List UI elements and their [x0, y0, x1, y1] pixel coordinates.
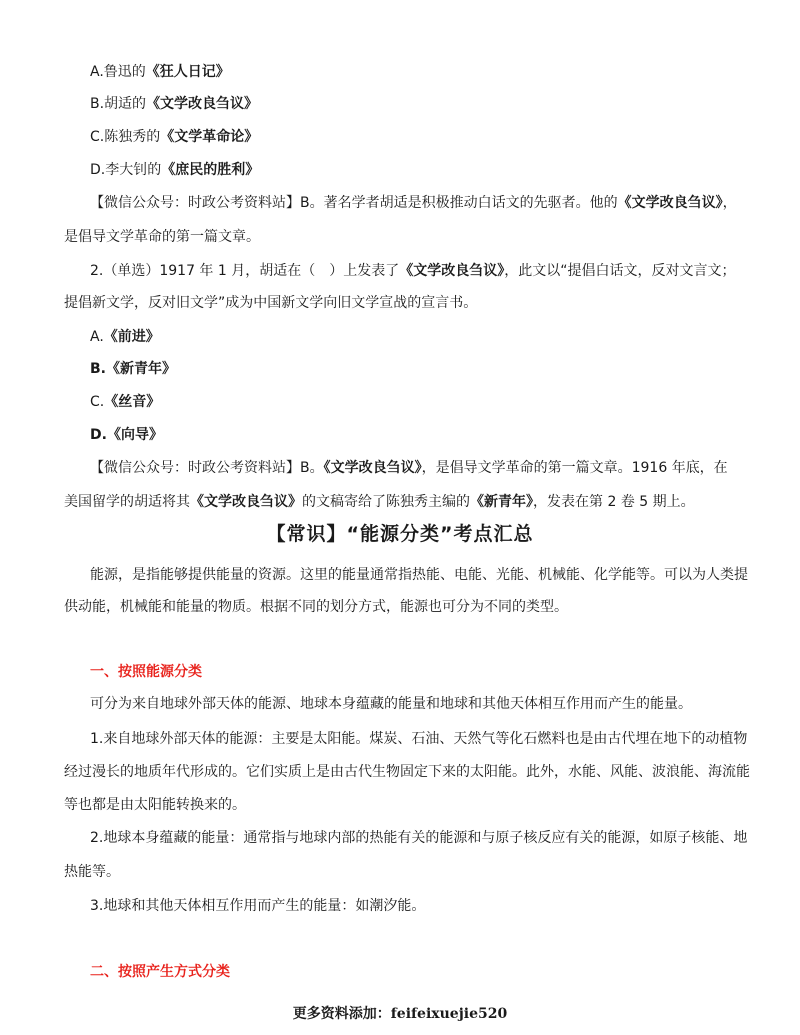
intro-line2: 供动能，机械能和能量的物质。根据不同的划分方式，能源也可分为不同的类型。 — [64, 599, 568, 615]
q1-option-c: C.陈独秀的《文学革命论》 — [90, 129, 259, 145]
section-1-heading: 一、按照能源分类 — [90, 664, 202, 680]
q2-stem-line2: 提倡新文学，反对旧文学”成为中国新文学向旧文学宣战的宣言书。 — [64, 295, 478, 311]
section-1-p2-line1: 2.地球本身蕴藏的能量：通常指与地球内部的热能有关的能源和与原子核反应有关的能源，如原子核能、地 — [90, 830, 748, 846]
section-2-heading: 二、按照产生方式分类 — [90, 964, 230, 980]
q2-answer-line2: 美国留学的胡适将其《文学改良刍议》的文稿寄给了陈独秀主编的《新青年》，发表在第 2 卷 5 期上。 — [64, 494, 695, 510]
q2-option-d: D.《向导》 — [90, 427, 163, 443]
section-1-p3: 3.地球和其他天体相互作用而产生的能量：如潮汐能。 — [90, 898, 426, 914]
section-title: 【常识】“能源分类”考点汇总 — [266, 523, 534, 545]
q1-answer: 【微信公众号：时政公考资料站】B。著名学者胡适是积极推动白话文的先驱者。他的《文学改良刍议》， — [90, 195, 737, 211]
q1-answer-line2: 是倡导文学革命的第一篇文章。 — [64, 229, 260, 245]
section-1-lead: 可分为来自地球外部天体的能源、地球本身蕴藏的能量和地球和其他天体相互作用而产生的能量。 — [90, 696, 692, 712]
q2-stem: 2.（单选）1917 年 1 月，胡适在（ ）上发表了《文学改良刍议》，此文以“提倡白话文，反对文言文； — [90, 263, 736, 279]
section-1-p2-line2: 热能等。 — [64, 864, 120, 880]
q2-option-a: A.《前进》 — [90, 329, 160, 345]
section-1-p1-line3: 等也都是由太阳能转换来的。 — [64, 797, 246, 813]
q1-option-b: B.胡适的《文学改良刍议》 — [90, 96, 259, 112]
q2-option-c: C.《丝音》 — [90, 394, 161, 410]
q1-option-d: D.李大钊的《庶民的胜利》 — [90, 162, 260, 178]
section-1-p1-line1: 1.来自地球外部天体的能源：主要是太阳能。煤炭、石油、天然气等化石燃料也是由古代埋在地下的动植物 — [90, 731, 748, 747]
q1-option-a: A.鲁迅的《狂人日记》 — [90, 64, 230, 80]
footer-contact: 更多资料添加：feifeixuejie520 — [292, 1006, 508, 1022]
q2-option-b: B.《新青年》 — [90, 361, 176, 377]
q2-answer: 【微信公众号：时政公考资料站】B。《文学改良刍议》，是倡导文学革命的第一篇文章。1916 年底，在 — [90, 460, 728, 476]
intro-line1: 能源，是指能够提供能量的资源。这里的能量通常指热能、电能、光能、机械能、化学能等。可以为人类提 — [90, 567, 748, 583]
section-1-p1-line2: 经过漫长的地质年代形成的。它们实质上是由古代生物固定下来的太阳能。此外，水能、风能、波浪能、海流能 — [64, 764, 750, 780]
